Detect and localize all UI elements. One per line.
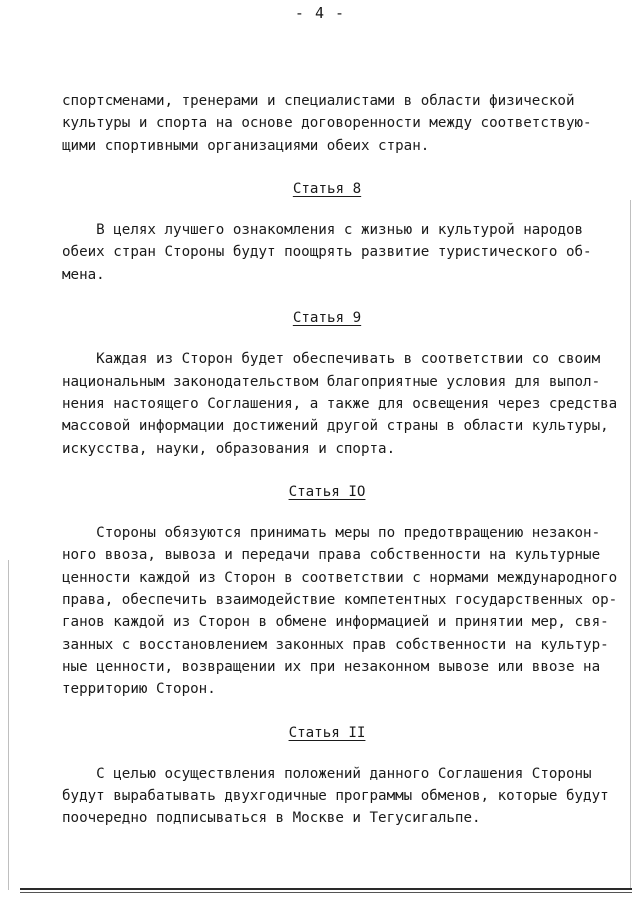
text-line: будут вырабатывать двухгодичные программы обменов, которые будут (62, 788, 609, 805)
text-line: щими спортивными организациями обеих стран. (62, 137, 430, 154)
scan-margin-line-left (8, 560, 9, 890)
text-line: ганов каждой из Сторон в обмене информацией и принятии мер, свя- (62, 614, 609, 631)
text-line: территорию Сторон. (62, 681, 216, 698)
scan-margin-line-right (630, 200, 631, 890)
text-line: ного ввоза, вывоза и передачи права собственности на культурные (62, 547, 601, 564)
article-heading: Статья 9 (292, 310, 362, 327)
text-line: обеих стран Стороны будут поощрять развитие туристического об- (62, 244, 592, 261)
page-number: - 4 - (294, 4, 346, 22)
article-10 (62, 481, 618, 701)
text-line: С целью осуществления положений данного Соглашения Стороны (62, 765, 592, 782)
article-heading: Статья IO (288, 483, 366, 500)
text-line: ные ценности, возвращении их при незаконном вывозе или ввозе на (62, 658, 601, 675)
text-line: права, обеспечить взаимодействие компетентных государственных ор- (62, 592, 618, 609)
text-line: массовой информации достижений другой страны в области культуры, (62, 418, 609, 435)
text-line: культуры и спорта на основе договоренности между соответствую- (62, 115, 592, 132)
article-9 (62, 307, 618, 460)
text-line: ценности каждой из Сторон в соответствии с нормами международного (62, 569, 618, 586)
document-body (62, 90, 618, 830)
text-line: Каждая из Сторон будет обеспечивать в соответствии со своим (62, 351, 601, 368)
article-11 (62, 722, 609, 830)
page-bottom-rule (20, 888, 632, 890)
text-line: искусства, науки, образования и спорта. (62, 440, 396, 457)
text-line: поочередно подписываться в Москве и Тегусигальпе. (62, 810, 481, 827)
text-line: спортсменами, тренерами и специалистами в области физической (62, 93, 575, 109)
article-8 (62, 178, 592, 286)
text-line: нения настоящего Соглашения, а также для освещения через средства (62, 395, 618, 412)
text-line: мена. (62, 266, 105, 283)
article-heading: Статья II (288, 724, 366, 741)
text-line: В целях лучшего ознакомления с жизнью и культурой народов (62, 222, 584, 239)
article-heading: Статья 8 (292, 180, 362, 197)
page-bottom-rule-secondary (20, 892, 632, 893)
text-line: национальным законодательством благоприятные условия для выпол- (62, 373, 601, 390)
text-line: занных с восстановлением законных прав собственности на культур- (62, 636, 609, 653)
intro-paragraph (62, 90, 592, 157)
text-line: Стороны обязуются принимать меры по предотвращению незакон- (62, 525, 601, 542)
